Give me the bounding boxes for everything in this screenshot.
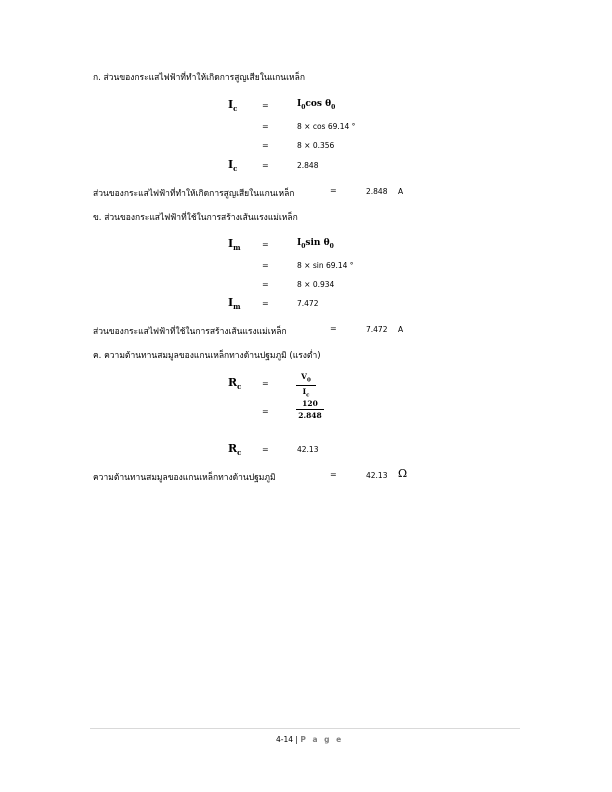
equals-sign: = xyxy=(262,445,269,454)
section-a-summary-label: ส่วนของกระแสไฟฟ้าที่ทำให้เกิดการสูญเสียในแกนเหล็ก xyxy=(93,189,295,199)
equals-sign: = xyxy=(262,280,269,289)
ic-result: 2.848 xyxy=(297,161,319,170)
ic-product: 8 × 0.356 xyxy=(297,141,335,150)
section-b-summary-value: 7.472 xyxy=(366,325,388,334)
equals-sign: = xyxy=(262,240,269,249)
im-symbol: $I_m$ xyxy=(228,237,241,253)
section-c-heading: ค. ความต้านทานสมมูลของแกนเหล็กทางด้านปฐมภูมิ (แรงต่ำ) xyxy=(93,351,321,361)
section-a-summary-value: 2.848 xyxy=(366,187,388,196)
page-footer xyxy=(276,735,343,744)
im-substitution: 8 × sin 69.14 ° xyxy=(297,261,354,270)
section-a-heading: ก. ส่วนของกระแสไฟฟ้าที่ทำให้เกิดการสูญเสียในแกนเหล็ก xyxy=(93,73,305,83)
ic-substitution: 8 × cos 69.14 ° xyxy=(297,122,356,131)
equals-sign: = xyxy=(330,324,337,333)
equals-sign: = xyxy=(262,261,269,270)
equals-sign: = xyxy=(330,470,337,479)
equals-sign: = xyxy=(262,141,269,150)
footer-divider xyxy=(90,728,520,729)
section-a-summary-unit: A xyxy=(398,187,404,196)
footer-separator: | xyxy=(295,735,298,744)
ic-formula: $I_0\cos$ $\theta_0$ xyxy=(297,99,336,111)
rc-symbol: $R_c$ xyxy=(228,376,242,392)
section-c-summary-unit: Ω xyxy=(398,467,408,480)
section-b-summary-unit: A xyxy=(398,325,404,334)
equals-sign: = xyxy=(262,101,269,110)
equals-sign: = xyxy=(330,186,337,195)
im-symbol: $I_m$ xyxy=(228,296,241,312)
page-label: P a g e xyxy=(300,735,344,744)
equals-sign: = xyxy=(262,407,269,416)
rc-fraction-symbolic: $\frac{V_0}{I_c}$ xyxy=(296,372,316,398)
rc-symbol: $R_c$ xyxy=(228,442,242,458)
im-result: 7.472 xyxy=(297,299,319,308)
equals-sign: = xyxy=(262,379,269,388)
section-b-summary-label: ส่วนของกระแสไฟฟ้าที่ใช้ในการสร้างเส้นแรงแม่เหล็ก xyxy=(93,327,287,337)
section-b-heading: ข. ส่วนของกระแสไฟฟ้าที่ใช้ในการสร้างเส้นแรงแม่เหล็ก xyxy=(93,213,298,223)
rc-result: 42.13 xyxy=(297,445,319,454)
page-number: 4-14 xyxy=(276,735,294,744)
equals-sign: = xyxy=(262,122,269,131)
rc-fraction-numeric: $\frac{120}{2.848}$ xyxy=(296,399,324,420)
section-c-summary-value: 42.13 xyxy=(366,471,388,480)
equals-sign: = xyxy=(262,299,269,308)
im-product: 8 × 0.934 xyxy=(297,280,335,289)
im-formula: $I_0\sin$ $\theta_0$ xyxy=(297,238,334,250)
equals-sign: = xyxy=(262,161,269,170)
ic-symbol: $I_c$ xyxy=(228,158,238,174)
section-c-summary-label: ความต้านทานสมมูลของแกนเหล็กทางด้านปฐมภูมิ xyxy=(93,473,276,483)
ic-symbol: $I_c$ xyxy=(228,98,238,114)
